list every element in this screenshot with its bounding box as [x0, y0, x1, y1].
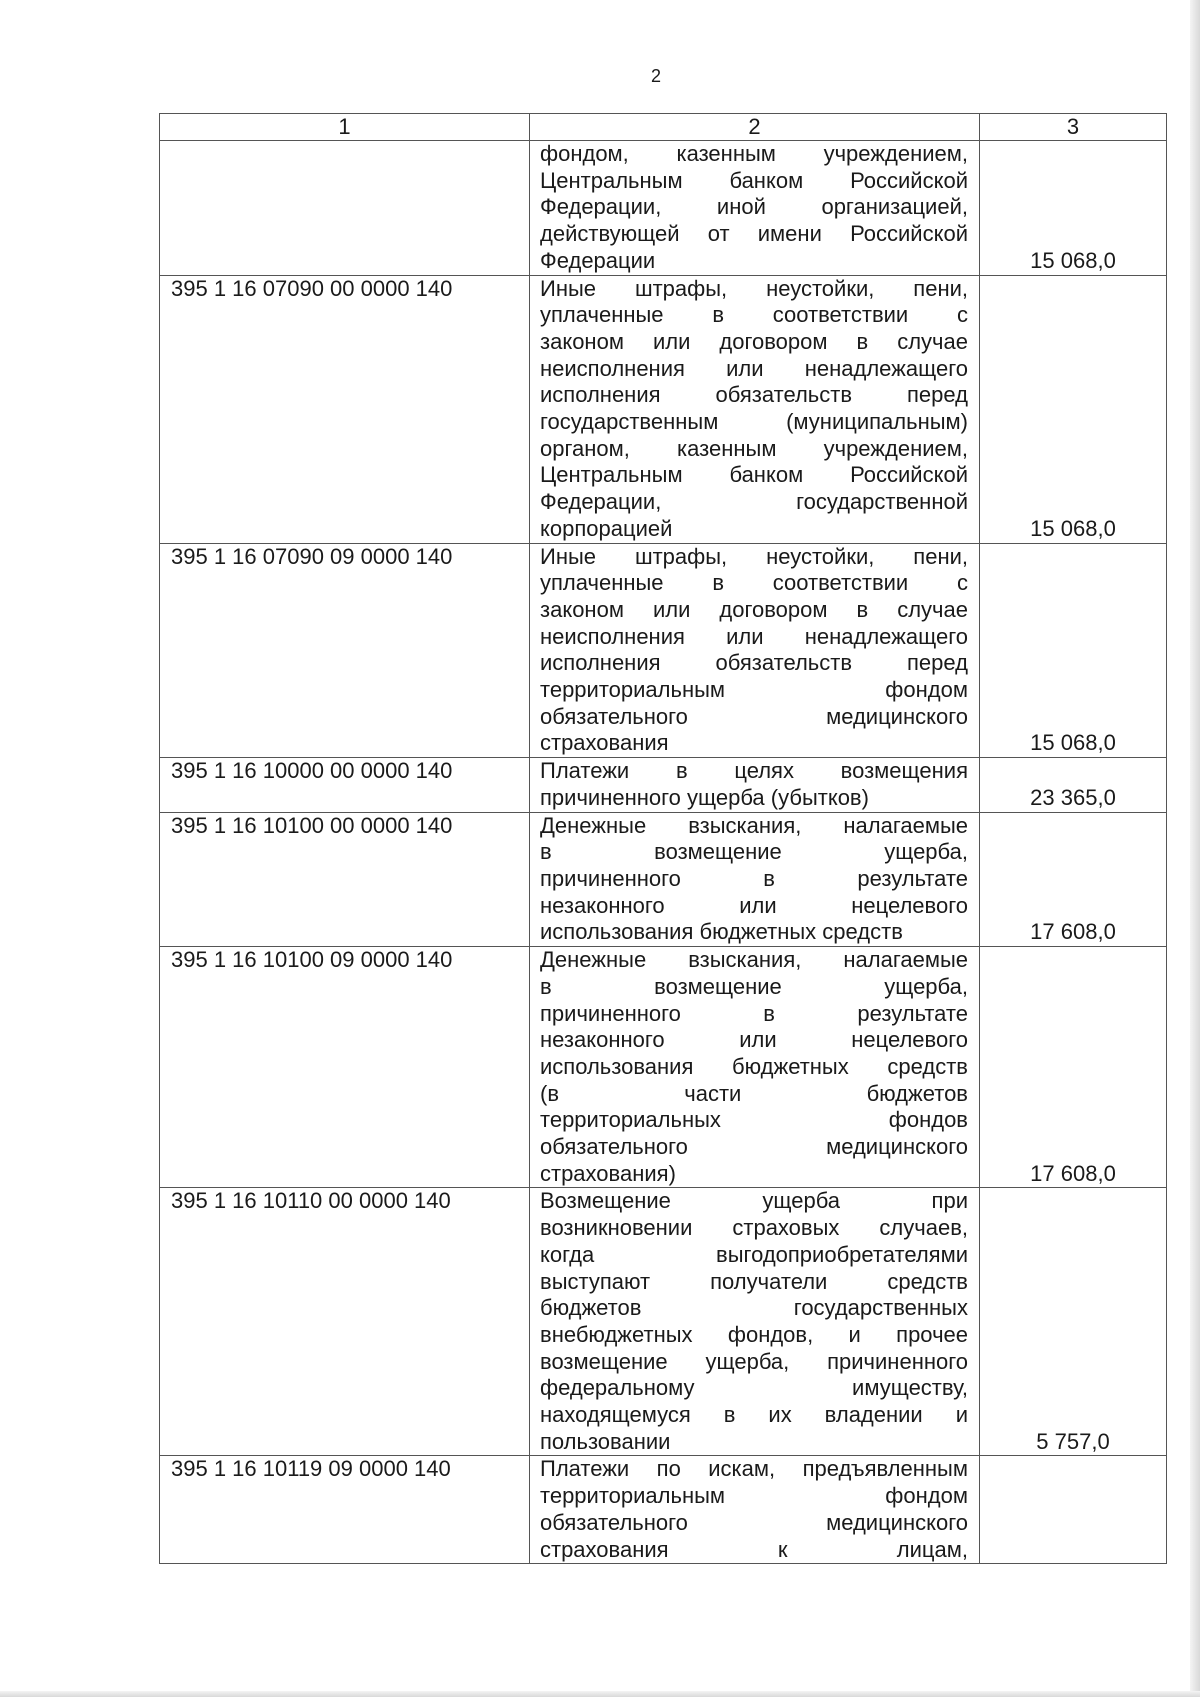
income-name-line: в возмещение ущерба,: [540, 839, 968, 865]
income-name-cell: [530, 758, 980, 812]
table-row: [160, 1188, 1167, 1456]
income-name-line: Иные штрафы, неустойки, пени,: [540, 275, 968, 301]
income-name-line: федеральному имуществу,: [540, 1375, 968, 1401]
income-name-line: причиненного в результате: [540, 1000, 968, 1026]
income-name-line: когда выгодоприобретателями: [540, 1241, 968, 1267]
income-name-line: территориальных фондов: [540, 1107, 968, 1133]
amount-cell: 5 757,0: [980, 1188, 1167, 1456]
income-name-line: действующей от имени Российской: [540, 221, 968, 247]
income-name-line: использования бюджетных средств: [540, 919, 903, 945]
budget-code-cell: 395 1 16 10119 09 0000 140: [160, 1456, 530, 1564]
income-name-line: находящемуся в их владении и: [540, 1402, 968, 1428]
page-number: 2: [650, 66, 661, 86]
header-col-1: 1: [160, 114, 530, 141]
income-name-line: страхования к лицам,: [540, 1536, 968, 1562]
header-col-3: 3: [980, 114, 1167, 141]
income-name-line: в возмещение ущерба,: [540, 973, 968, 999]
table-row: [160, 543, 1167, 758]
income-name-line: Возмещение ущерба при: [540, 1188, 968, 1214]
table-row: [160, 275, 1167, 543]
table-header-row: [160, 114, 1167, 141]
income-name-line: Федерации, государственной: [540, 489, 968, 515]
amount-cell: 17 608,0: [980, 812, 1167, 947]
income-name-cell: [530, 275, 980, 543]
income-name-line: Денежные взыскания, налагаемые: [540, 947, 968, 973]
amount-cell: 15 068,0: [980, 543, 1167, 758]
income-name-cell: [530, 1456, 980, 1564]
income-name-line: неисполнения или ненадлежащего: [540, 355, 968, 381]
amount-cell: 23 365,0: [980, 758, 1167, 812]
income-name-line: законом или договором в случае: [540, 328, 968, 354]
budget-code-cell: 395 1 16 10100 09 0000 140: [160, 947, 530, 1188]
income-name-line: неисполнения или ненадлежащего: [540, 623, 968, 649]
income-name-line: Денежные взыскания, налагаемые: [540, 812, 968, 838]
income-name-cell: [530, 543, 980, 758]
header-col-2: 2: [530, 114, 980, 141]
income-name-line: Центральным банком Российской: [540, 167, 968, 193]
income-name-line: обязательного медицинского: [540, 703, 968, 729]
income-name-line: возникновении страховых случаев,: [540, 1215, 968, 1241]
income-name-line: незаконного или нецелевого: [540, 892, 968, 918]
income-name-line: обязательного медицинского: [540, 1509, 968, 1535]
income-name-line: причиненного в результате: [540, 865, 968, 891]
income-name-line: использования бюджетных средств: [540, 1053, 968, 1079]
budget-code-cell: 395 1 16 07090 09 0000 140: [160, 543, 530, 758]
table-row: [160, 812, 1167, 947]
income-name-line: государственным (муниципальным): [540, 409, 968, 435]
table-row: [160, 947, 1167, 1188]
page-edge: [1190, 0, 1200, 1697]
income-name-line: незаконного или нецелевого: [540, 1027, 968, 1053]
budget-code-cell: [160, 141, 530, 276]
income-name-line: выступают получатели средств: [540, 1268, 968, 1294]
income-name-cell: [530, 1188, 980, 1456]
income-name-line: уплаченные в соответствии с: [540, 570, 968, 596]
income-name-line: исполнения обязательств перед: [540, 650, 968, 676]
table-body: [160, 114, 1167, 1564]
income-name-line: страхования: [540, 730, 669, 756]
income-name-line: уплаченные в соответствии с: [540, 302, 968, 328]
budget-code-cell: 395 1 16 07090 00 0000 140: [160, 275, 530, 543]
income-name-line: пользовании: [540, 1428, 671, 1454]
amount-cell: 15 068,0: [980, 275, 1167, 543]
table-row: [160, 758, 1167, 812]
table-row: [160, 141, 1167, 276]
income-name-cell: [530, 141, 980, 276]
income-name-line: фондом, казенным учреждением,: [540, 141, 968, 166]
income-name-cell: [530, 947, 980, 1188]
income-name-cell: [530, 812, 980, 947]
income-name-line: органом, казенным учреждением,: [540, 435, 968, 461]
amount-cell: 17 608,0: [980, 947, 1167, 1188]
table-row: [160, 1456, 1167, 1564]
income-name-line: Иные штрафы, неустойки, пени,: [540, 543, 968, 569]
income-name-line: корпорацией: [540, 515, 673, 541]
income-name-line: возмещение ущерба, причиненного: [540, 1348, 968, 1374]
income-name-line: Платежи по искам, предъявленным: [540, 1456, 968, 1482]
income-name-line: территориальным фондом: [540, 677, 968, 703]
budget-table: [159, 113, 1167, 1564]
income-name-line: внебюджетных фондов, и прочее: [540, 1321, 968, 1347]
income-name-line: бюджетов государственных: [540, 1295, 968, 1321]
income-name-line: Федерации: [540, 247, 656, 273]
income-name-line: обязательного медицинского: [540, 1134, 968, 1160]
income-name-line: причиненного ущерба (убытков): [540, 784, 869, 810]
income-name-line: Федерации, иной организацией,: [540, 194, 968, 220]
income-name-line: территориальным фондом: [540, 1483, 968, 1509]
page-edge: [0, 1691, 1200, 1697]
income-name-line: Платежи в целях возмещения: [540, 758, 968, 784]
income-name-line: исполнения обязательств перед: [540, 382, 968, 408]
income-name-line: Центральным банком Российской: [540, 462, 968, 488]
budget-code-cell: 395 1 16 10100 00 0000 140: [160, 812, 530, 947]
amount-cell: 15 068,0: [980, 141, 1167, 276]
income-name-line: законом или договором в случае: [540, 596, 968, 622]
amount-cell: [980, 1456, 1167, 1564]
budget-code-cell: 395 1 16 10110 00 0000 140: [160, 1188, 530, 1456]
income-name-line: (в части бюджетов: [540, 1080, 968, 1106]
budget-code-cell: 395 1 16 10000 00 0000 140: [160, 758, 530, 812]
income-name-line: страхования): [540, 1160, 676, 1186]
